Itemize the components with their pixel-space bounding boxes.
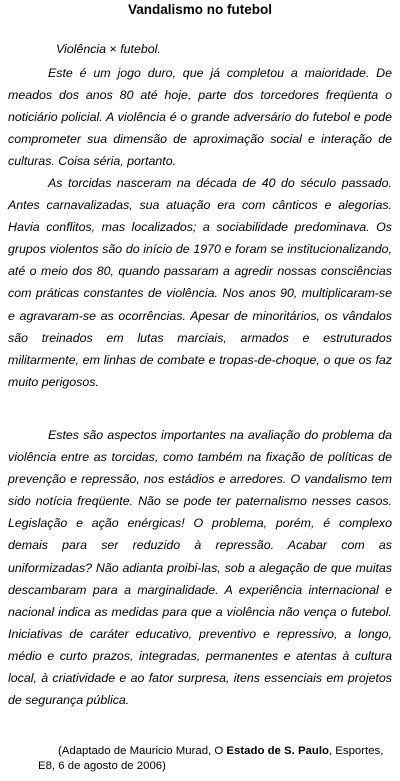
article-title: Vandalismo no futebol <box>127 2 272 17</box>
lead-line <box>56 42 161 56</box>
paragraph-1: Este é um jogo duro, que já completou a maioridade. De meados dos anos 80 até hoje, parte dos torcedores freqüenta o noticiário policial. A violência é o grande adversário do futebol e pode comprometer sua dimensão de aproximação social e interação de culturas. Coisa séria, portanto. <box>8 66 392 169</box>
lead-left: Violência <box>56 42 107 56</box>
paragraph-2: As torcidas nasceram na década de 40 do século passado. Antes carnavalizadas, sua atuação era com cânticos e alegorias. Havia conflitos, mas localizados; a sociabilidade predominava. Os grupos violentos são do início de 1970 e foram se institucionalizando, até o meio dos 80, quando passaram a agredir nossas consciências com práticas constantes de violência. Nos anos 90, multiplicaram-se e agravaram-se as ocorrências. Apesar de minoritários, os vândalos são treinados em lutas marciais, armados e estruturados militarmente, em linhas de combate e tropas-de-choque, o que os faz muito perigosos. <box>8 176 392 389</box>
source-suffix: , Esportes, E8, 6 de agosto de 2006) <box>38 745 384 772</box>
paragraph-3: Estes são aspectos importantes na avaliação do problema da violência entre as torcidas, como também na fixação de políticas de prevenção e repressão, nos estádios e arredores. O vandalismo tem sido notícia freqüente. Não se pode ter paternalismo nesses casos. Legislação e ação enérgicas! O problema, porém, é complexo demais para ser reduzido à repressão. Acabar com as uniformizadas? Não adianta proibi-las, sob a alegação de que muitas descambaram para a marginalidade. A experiência internacional e nacional indica as medidas para que a violência não vença o futebol. Iniciativas de caráter educativo, preventivo e repressivo, a longo, médio e curto prazos, integradas, permanentes e atentas à cultura local, à criatividade e ao fator surpresa, itens essenciais em projetos de segurança pública. <box>8 428 392 708</box>
times-symbol: × <box>109 42 117 56</box>
source-publication: Estado de S. Paulo <box>226 745 329 757</box>
lead-right: futebol. <box>120 42 161 56</box>
source-prefix: (Adaptado de Mauricio Murad, O <box>58 745 227 757</box>
source-citation <box>38 744 394 774</box>
